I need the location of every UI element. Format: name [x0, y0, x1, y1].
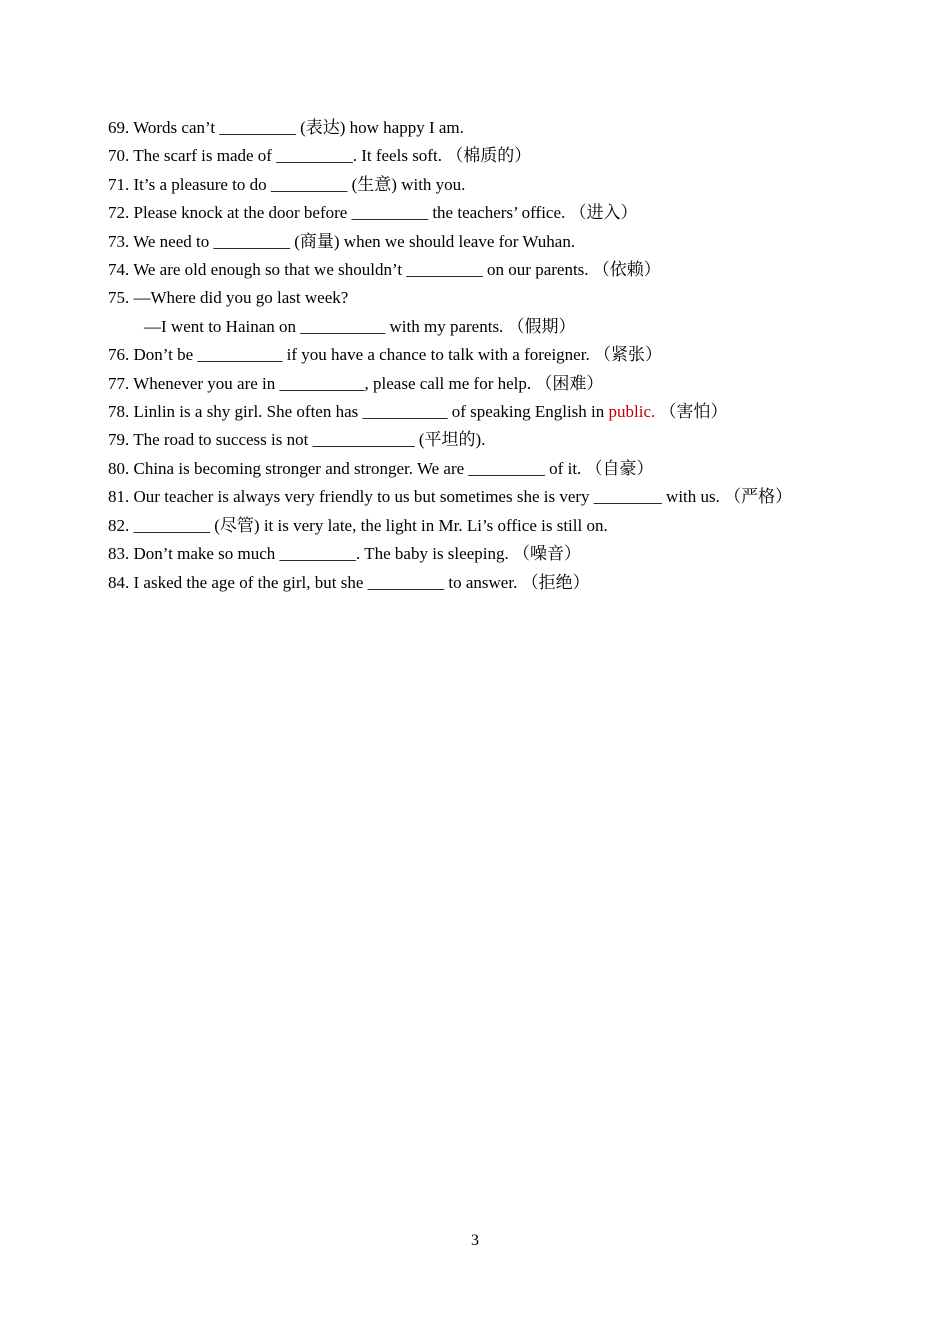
- question-76: 76. Don’t be __________ if you have a chance to talk with a foreigner. （紧张）: [108, 345, 662, 365]
- question-79: 79. The road to success is not ____________ (平坦的).: [108, 430, 486, 450]
- question-72: 72. Please knock at the door before _________ the teachers’ office. （进入）: [108, 203, 638, 223]
- question-81: 81. Our teacher is always very friendly to us but sometimes she is very ________ with us. （严格）: [108, 487, 793, 507]
- question-77: 77. Whenever you are in __________, please call me for help. （困难）: [108, 373, 604, 393]
- question-78: [108, 398, 843, 426]
- question-78-hint: （害怕）: [655, 402, 728, 422]
- highlighted-word: public.: [608, 402, 656, 422]
- question-78-text: 78. Linlin is a shy girl. She often has __________ of speaking English in: [108, 402, 609, 422]
- question-83: 83. Don’t make so much _________. The baby is sleeping. （噪音）: [108, 544, 581, 564]
- question-69: 69. Words can’t _________ (表达) how happy I am.: [108, 118, 464, 137]
- question-80: 80. China is becoming stronger and stronger. We are _________ of it. （自豪）: [108, 458, 654, 478]
- question-74: 74. We are old enough so that we shouldn’t _________ on our parents. （依赖）: [108, 260, 661, 280]
- exercise-list: [108, 114, 843, 597]
- question-82: 82. _________ (尽管) it is very late, the light in Mr. Li’s office is still on.: [108, 515, 608, 535]
- question-75-prompt: 75. —Where did you go last week?: [108, 288, 349, 308]
- question-84: 84. I asked the age of the girl, but she _________ to answer. （拒绝）: [108, 572, 590, 592]
- question-70: 70. The scarf is made of _________. It feels soft. （棉质的）: [108, 146, 532, 166]
- question-71: 71. It’s a pleasure to do _________ (生意) with you.: [108, 174, 466, 194]
- question-75-reply: —I went to Hainan on __________ with my parents. （假期）: [144, 316, 576, 336]
- page-number: 3: [471, 1232, 479, 1249]
- question-73: 73. We need to _________ (商量) when we should leave for Wuhan.: [108, 231, 576, 251]
